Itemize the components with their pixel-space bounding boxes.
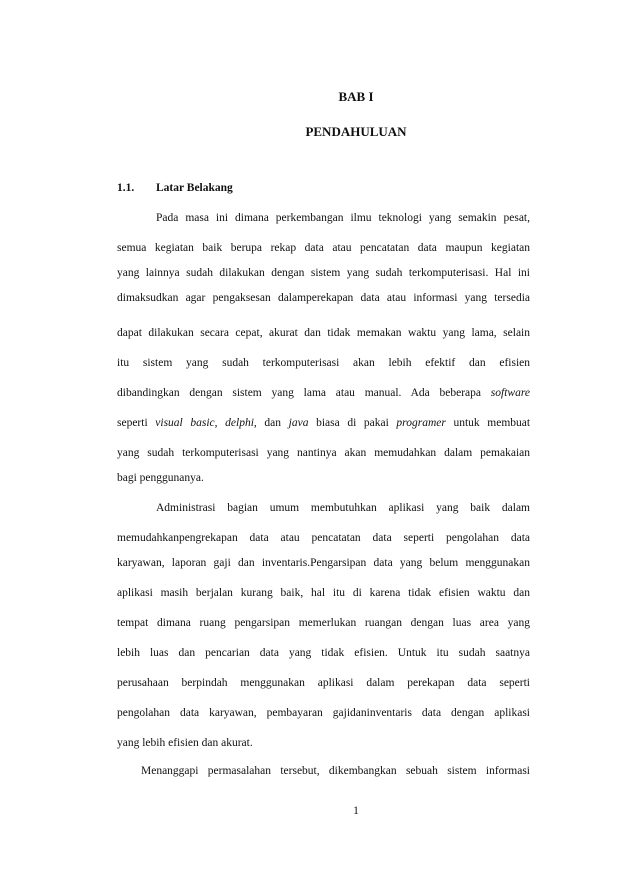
paragraph-line: yang sudah terkomputerisasi yang nantinya akan memudahkan dalam pemakaian bbox=[117, 447, 530, 459]
paragraph-line: Menanggapi permasalahan tersebut, dikembangkan sebuah sistem informasi bbox=[141, 765, 530, 777]
paragraph-line: dapat dilakukan secara cepat, akurat dan tidak memakan waktu yang lama, selain bbox=[117, 327, 530, 339]
italic-term: java bbox=[288, 417, 309, 429]
paragraph-line: perusahaan berpindah menggunakan aplikasi dalam perekapan data seperti bbox=[117, 677, 530, 689]
paragraph-line: dimaksudkan agar pengaksesan dalamperekapan data atau informasi yang tersedia bbox=[117, 292, 530, 304]
paragraph-line: pengolahan data karyawan, pembayaran gajidaninventaris data dengan aplikasi bbox=[117, 707, 530, 719]
paragraph-line: aplikasi masih berjalan kurang baik, hal itu di karena tidak efisien waktu dan bbox=[117, 587, 530, 599]
line-text: , dan bbox=[253, 417, 282, 429]
italic-term: programer bbox=[396, 417, 446, 429]
paragraph-line: karyawan, laporan gaji dan inventaris.Pengarsipan data yang belum menggunakan bbox=[117, 557, 530, 569]
paragraph-line bbox=[117, 415, 530, 431]
paragraph-line bbox=[117, 385, 530, 401]
paragraph-line: lebih luas dan pencarian data yang tidak efisien. Untuk itu sudah saatnya bbox=[117, 647, 530, 659]
paragraph-line: Administrasi bagian umum membutuhkan aplikasi yang baik dalam bbox=[156, 502, 530, 514]
italic-term: visual basic bbox=[155, 417, 215, 429]
line-text: seperti bbox=[117, 417, 148, 429]
paragraph-line: yang lebih efisien dan akurat. bbox=[117, 737, 253, 749]
paragraph-line: semua kegiatan baik berupa rekap data atau pencatatan data maupun kegiatan bbox=[117, 242, 530, 254]
paragraph-line: bagi penggunanya. bbox=[117, 472, 204, 484]
section-number: 1.1. bbox=[117, 182, 135, 194]
paragraph-line: Pada masa ini dimana perkembangan ilmu teknologi yang semakin pesat, bbox=[156, 212, 530, 224]
chapter-title: PENDAHULUAN bbox=[305, 124, 407, 139]
paragraph-line: itu sistem yang sudah terkomputerisasi akan lebih efektif dan efisien bbox=[117, 357, 530, 369]
italic-term: software bbox=[490, 387, 530, 399]
italic-term: delphi bbox=[225, 417, 254, 429]
section-title: Latar Belakang bbox=[156, 182, 233, 194]
line-text: , bbox=[214, 417, 218, 429]
line-text: dibandingkan dengan sistem yang lama atau manual. Ada beberapa bbox=[117, 387, 482, 399]
section-heading bbox=[117, 182, 233, 194]
line-text: untuk membuat bbox=[453, 417, 530, 429]
chapter-heading: BAB I bbox=[338, 89, 374, 104]
paragraph-line: tempat dimana ruang pengarsipan memerlukan ruangan dengan luas area yang bbox=[117, 617, 530, 629]
paragraph-line: yang lainnya sudah dilakukan dengan sistem yang sudah terkomputerisasi. Hal ini bbox=[117, 267, 530, 279]
paragraph-line: memudahkanpengrekapan data atau pencatatan data seperti pengolahan data bbox=[117, 532, 530, 544]
page-number: 1 bbox=[353, 805, 359, 817]
line-text: biasa di pakai bbox=[316, 417, 389, 429]
